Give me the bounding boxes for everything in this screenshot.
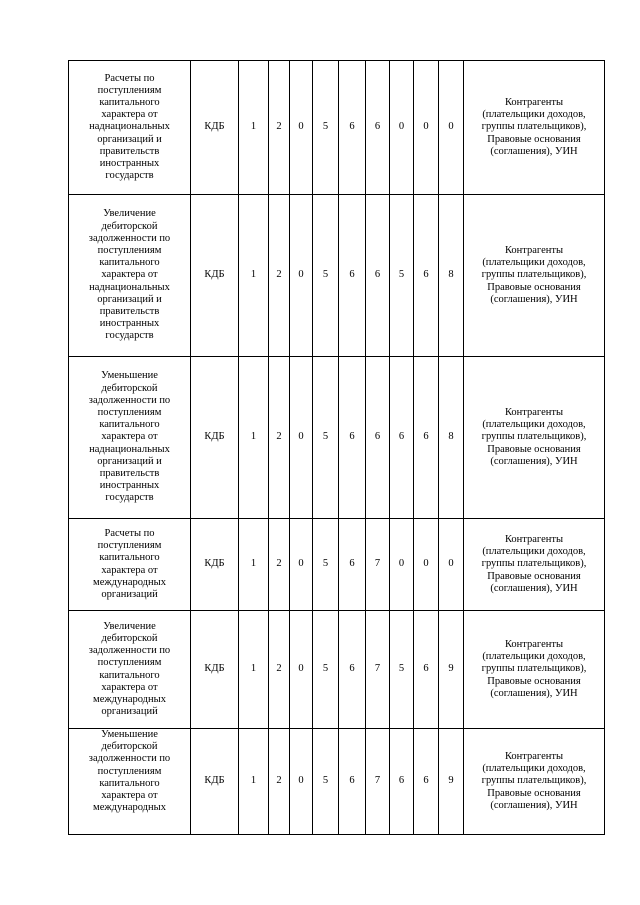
digit-cell: 6 bbox=[339, 195, 366, 357]
analytics-line: группы плательщиков), bbox=[481, 431, 587, 443]
digit-cell: 0 bbox=[439, 519, 464, 611]
digit-cell: 0 bbox=[390, 519, 414, 611]
account-name-line: правительств bbox=[99, 145, 160, 157]
account-name-line: наднациональных bbox=[89, 443, 170, 455]
analytics-line: (плательщики доходов, bbox=[482, 763, 586, 775]
digit-cell: 7 bbox=[366, 729, 390, 835]
digit-cell: 5 bbox=[313, 61, 339, 195]
analytics-line: Правовые основания bbox=[487, 675, 581, 687]
account-name-line: иностранных bbox=[99, 480, 160, 492]
digit-cell: 1 bbox=[239, 357, 269, 519]
digit-cell: 7 bbox=[366, 519, 390, 611]
account-name-line: международных bbox=[93, 693, 166, 705]
account-name-line: капитального bbox=[99, 777, 160, 789]
analytics-line: группы плательщиков), bbox=[481, 269, 587, 281]
account-name-line: поступлениям bbox=[97, 84, 162, 96]
account-name-line: поступлениям bbox=[97, 765, 162, 777]
digit-cell: 0 bbox=[439, 61, 464, 195]
digit-cell: 0 bbox=[290, 61, 313, 195]
analytics-cell bbox=[464, 357, 605, 519]
account-name-line: Увеличение bbox=[103, 208, 156, 220]
digit-cell: 1 bbox=[239, 729, 269, 835]
account-name-line: дебиторской bbox=[101, 741, 158, 753]
account-name-line: поступлениям bbox=[97, 540, 162, 552]
digit-cell: 7 bbox=[366, 611, 390, 729]
analytics-line: (плательщики доходов, bbox=[482, 651, 586, 663]
analytics-line: (соглашения), УИН bbox=[490, 799, 578, 811]
digit-cell: 6 bbox=[339, 519, 366, 611]
account-name-line: задолженности по bbox=[88, 232, 171, 244]
analytics-cell bbox=[464, 519, 605, 611]
account-name-line: наднациональных bbox=[89, 281, 170, 293]
analytics-line: Контрагенты bbox=[504, 533, 564, 545]
digit-cell: 2 bbox=[269, 611, 290, 729]
digit-cell: 6 bbox=[339, 611, 366, 729]
digit-cell: 6 bbox=[414, 357, 439, 519]
code-cell: КДБ bbox=[191, 357, 239, 519]
digit-cell: 1 bbox=[239, 611, 269, 729]
account-name-line: международных bbox=[93, 802, 166, 814]
account-name-line: поступлениям bbox=[97, 657, 162, 669]
account-name-cell bbox=[69, 729, 191, 835]
account-name-line: характера от bbox=[101, 790, 158, 802]
digit-cell: 0 bbox=[290, 357, 313, 519]
account-name-line: государств bbox=[105, 492, 154, 504]
account-name-line: характера от bbox=[101, 681, 158, 693]
account-name-line: дебиторской bbox=[101, 220, 158, 232]
account-name-line: организаций и bbox=[97, 133, 162, 145]
account-name-line: характера от bbox=[101, 564, 158, 576]
table-row bbox=[69, 519, 605, 611]
table-row bbox=[69, 61, 605, 195]
account-name-line: международных bbox=[93, 576, 166, 588]
digit-cell: 1 bbox=[239, 195, 269, 357]
account-name-line: организаций и bbox=[97, 293, 162, 305]
digit-cell: 1 bbox=[239, 519, 269, 611]
digit-cell: 5 bbox=[390, 195, 414, 357]
digit-cell: 5 bbox=[313, 519, 339, 611]
account-name-line: поступлениям bbox=[97, 244, 162, 256]
account-name-line: правительств bbox=[99, 306, 160, 317]
analytics-line: группы плательщиков), bbox=[481, 663, 587, 675]
account-name-line: капитального bbox=[99, 552, 160, 564]
digit-cell: 0 bbox=[290, 729, 313, 835]
analytics-line: Контрагенты bbox=[504, 96, 564, 108]
account-name-cell bbox=[69, 61, 191, 195]
account-name-line: Уменьшение bbox=[101, 729, 158, 740]
digit-cell: 0 bbox=[290, 519, 313, 611]
accounts-table bbox=[68, 60, 605, 835]
account-name-line: организаций bbox=[101, 706, 158, 718]
account-name-line: государств bbox=[105, 330, 154, 342]
account-name-line: задолженности по bbox=[88, 753, 171, 765]
analytics-line: группы плательщиков), bbox=[481, 558, 587, 570]
analytics-line: группы плательщиков), bbox=[481, 121, 587, 133]
code-cell: КДБ bbox=[191, 195, 239, 357]
digit-cell: 6 bbox=[366, 357, 390, 519]
digit-cell: 2 bbox=[269, 729, 290, 835]
analytics-line: (плательщики доходов, bbox=[482, 419, 586, 431]
analytics-line: группы плательщиков), bbox=[481, 775, 587, 787]
account-name-line: иностранных bbox=[99, 318, 160, 330]
account-name-line: дебиторской bbox=[101, 382, 158, 394]
digit-cell: 6 bbox=[339, 729, 366, 835]
digit-cell: 8 bbox=[439, 195, 464, 357]
account-name-line: капитального bbox=[99, 419, 160, 431]
code-cell: КДБ bbox=[191, 611, 239, 729]
account-name-line: Расчеты по bbox=[104, 72, 155, 84]
analytics-line: Контрагенты bbox=[504, 638, 564, 650]
digit-cell: 6 bbox=[414, 729, 439, 835]
digit-cell: 2 bbox=[269, 357, 290, 519]
code-cell: КДБ bbox=[191, 729, 239, 835]
account-name-line: иностранных bbox=[99, 158, 160, 169]
digit-cell: 1 bbox=[239, 61, 269, 195]
account-name-line: капитального bbox=[99, 669, 160, 681]
digit-cell: 8 bbox=[439, 357, 464, 519]
account-name-line: характера от bbox=[101, 269, 158, 281]
table-row bbox=[69, 611, 605, 729]
digit-cell: 5 bbox=[313, 357, 339, 519]
digit-cell: 5 bbox=[313, 195, 339, 357]
analytics-line: Правовые основания bbox=[487, 787, 581, 799]
digit-cell: 2 bbox=[269, 519, 290, 611]
account-name-line: правительств bbox=[99, 468, 160, 479]
analytics-line: Правовые основания bbox=[487, 281, 581, 293]
analytics-line: Контрагенты bbox=[504, 244, 564, 256]
code-cell: КДБ bbox=[191, 519, 239, 611]
account-name-line: капитального bbox=[99, 96, 160, 108]
analytics-line: Правовые основания bbox=[487, 443, 581, 455]
digit-cell: 6 bbox=[339, 61, 366, 195]
analytics-line: (соглашения), УИН bbox=[490, 293, 578, 305]
account-name-cell bbox=[69, 357, 191, 519]
account-name-cell bbox=[69, 611, 191, 729]
analytics-line: Контрагенты bbox=[504, 750, 564, 762]
account-name-line: характера от bbox=[101, 109, 158, 121]
account-name-line: Расчеты по bbox=[104, 527, 155, 539]
account-name-cell bbox=[69, 519, 191, 611]
account-name-line: Увеличение bbox=[103, 620, 156, 632]
digit-cell: 6 bbox=[390, 357, 414, 519]
analytics-cell bbox=[464, 729, 605, 835]
analytics-cell bbox=[464, 61, 605, 195]
account-name-line: организаций bbox=[101, 588, 158, 600]
analytics-line: (плательщики доходов, bbox=[482, 109, 586, 121]
digit-cell: 9 bbox=[439, 611, 464, 729]
digit-cell: 6 bbox=[339, 357, 366, 519]
account-name-line: задолженности по bbox=[88, 645, 171, 657]
account-name-line: задолженности по bbox=[88, 394, 171, 406]
digit-cell: 6 bbox=[414, 611, 439, 729]
digit-cell: 0 bbox=[414, 61, 439, 195]
digit-cell: 6 bbox=[366, 195, 390, 357]
analytics-line: (плательщики доходов, bbox=[482, 257, 586, 269]
account-name-line: характера от bbox=[101, 431, 158, 443]
digit-cell: 6 bbox=[366, 61, 390, 195]
analytics-cell bbox=[464, 611, 605, 729]
digit-cell: 0 bbox=[290, 195, 313, 357]
account-name-line: Уменьшение bbox=[101, 370, 158, 382]
digit-cell: 6 bbox=[414, 195, 439, 357]
analytics-line: Правовые основания bbox=[487, 133, 581, 145]
digit-cell: 5 bbox=[390, 611, 414, 729]
table-row bbox=[69, 729, 605, 835]
account-name-line: наднациональных bbox=[89, 121, 170, 133]
analytics-line: (соглашения), УИН bbox=[490, 145, 578, 157]
digit-cell: 2 bbox=[269, 195, 290, 357]
digit-cell: 9 bbox=[439, 729, 464, 835]
digit-cell: 5 bbox=[313, 729, 339, 835]
account-name-line: государств bbox=[105, 170, 154, 182]
analytics-line: (соглашения), УИН bbox=[490, 455, 578, 467]
analytics-line: (соглашения), УИН bbox=[490, 582, 578, 594]
analytics-line: (плательщики доходов, bbox=[482, 546, 586, 558]
digit-cell: 5 bbox=[313, 611, 339, 729]
analytics-cell bbox=[464, 195, 605, 357]
account-name-line: поступлениям bbox=[97, 406, 162, 418]
account-name-line: организаций и bbox=[97, 455, 162, 467]
account-name-cell bbox=[69, 195, 191, 357]
code-cell: КДБ bbox=[191, 61, 239, 195]
digit-cell: 0 bbox=[414, 519, 439, 611]
digit-cell: 6 bbox=[390, 729, 414, 835]
digit-cell: 2 bbox=[269, 61, 290, 195]
account-name-line: дебиторской bbox=[101, 632, 158, 644]
analytics-line: (соглашения), УИН bbox=[490, 687, 578, 699]
table-row bbox=[69, 357, 605, 519]
analytics-line: Правовые основания bbox=[487, 570, 581, 582]
analytics-line: Контрагенты bbox=[504, 406, 564, 418]
account-name-line: капитального bbox=[99, 257, 160, 269]
digit-cell: 0 bbox=[290, 611, 313, 729]
table-row bbox=[69, 195, 605, 357]
digit-cell: 0 bbox=[390, 61, 414, 195]
